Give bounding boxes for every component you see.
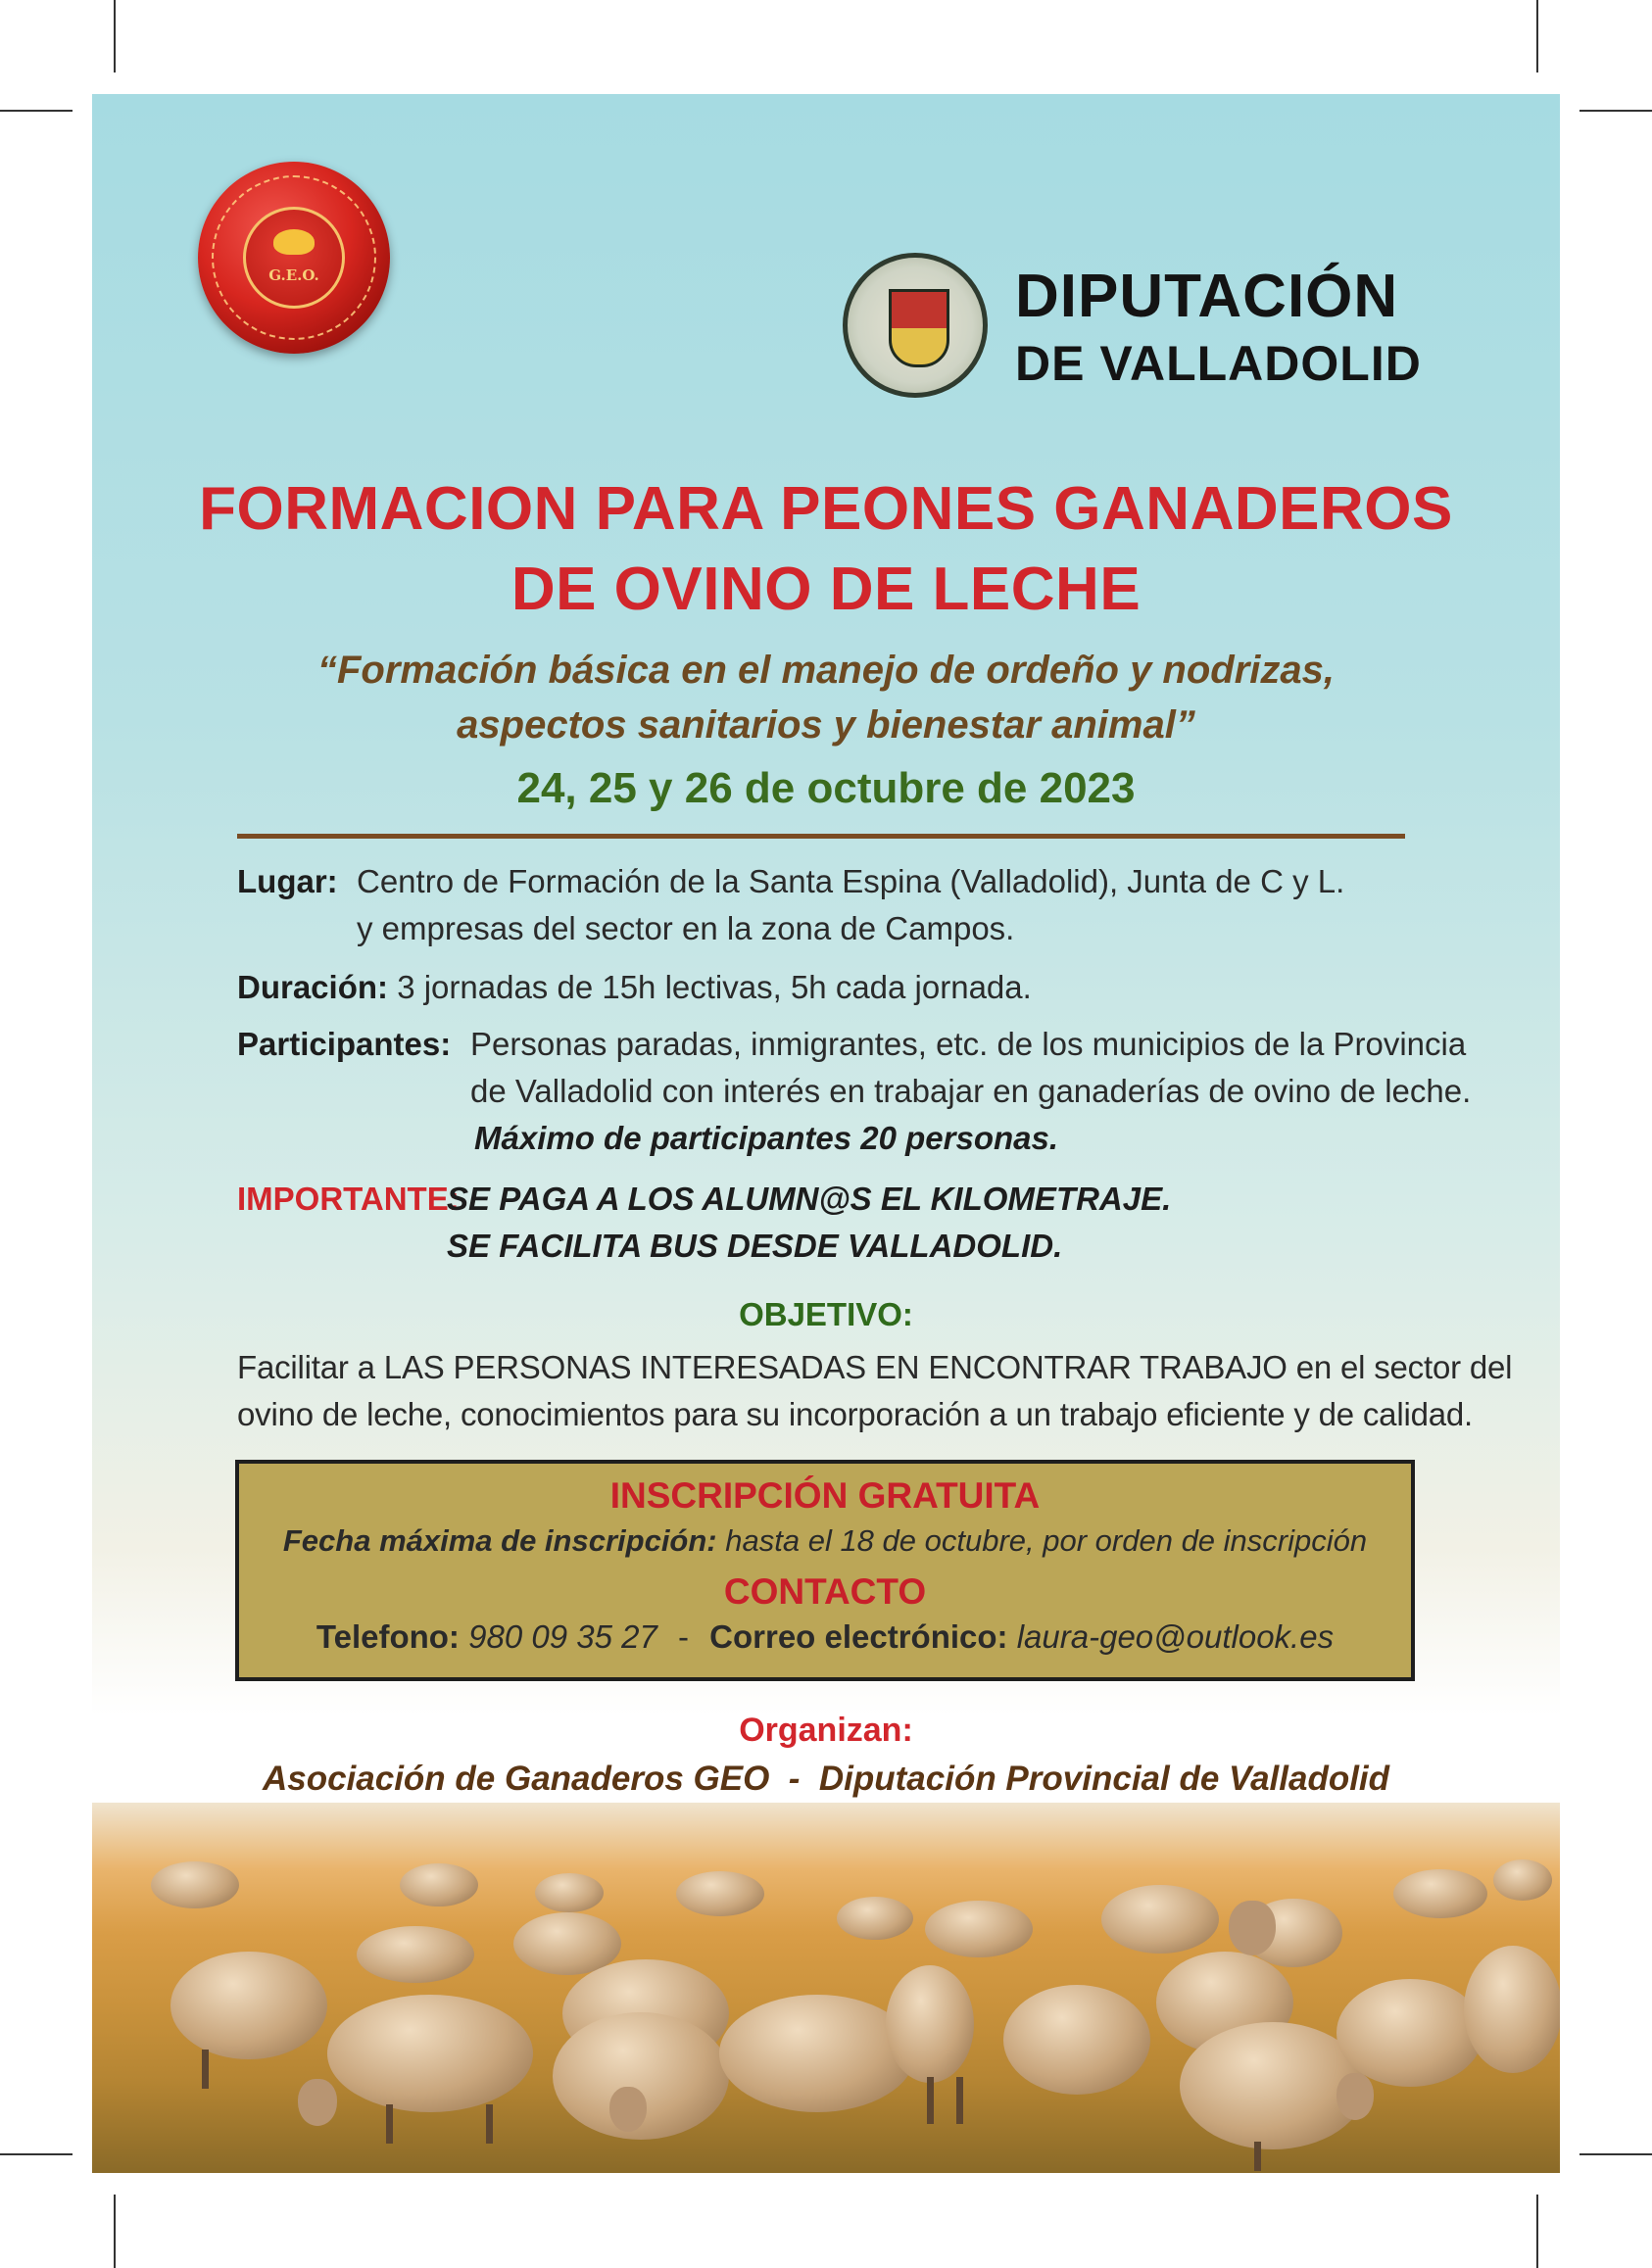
importante-line2: SE FACILITA BUS DESDE VALLADOLID. [447,1228,1063,1264]
sheep [1393,1869,1487,1918]
lugar-row [237,858,338,905]
registration-deadline [239,1519,1411,1564]
sheep [327,1995,533,2112]
registration-heading: INSCRIPCIÓN GRATUITA [609,1475,1041,1516]
lugar-line1: Centro de Formación de la Santa Espina (Valladolid), Junta de C y L. [357,863,1345,899]
sheep-head [1336,2073,1374,2120]
sheep [151,1861,239,1908]
page-title-line2: DE OVINO DE LECHE [510,555,1142,623]
participantes-max: Máximo de participantes 20 personas. [474,1120,1059,1156]
sheep-leg [202,2050,209,2089]
sheep [1336,1979,1483,2087]
contact-separator: - [677,1618,689,1655]
participantes-label: Participantes: [237,1026,452,1062]
crop-mark [0,2153,73,2155]
objetivo-line2: ovino de leche, conocimientos para su incorporación a un trabajo eficiente y de calidad. [237,1396,1474,1432]
sheep-leg [386,2104,393,2144]
seal-center [243,207,345,309]
subtitle-line2: aspectos sanitarios y bienestar animal” [457,703,1195,747]
crop-mark [0,110,73,112]
sheep [676,1871,764,1916]
org-name-line1: DIPUTACIÓN [1015,263,1399,330]
coat-of-arms-icon [889,289,949,367]
diputacion-wordmark [1015,263,1422,391]
sheep-leg [956,2077,963,2124]
crop-mark [1579,110,1652,112]
organizers-heading: Organizan: [739,1712,913,1749]
sheep [1003,1985,1150,2095]
sheep [925,1901,1033,1957]
sheep [400,1863,478,1906]
email-link[interactable]: laura-geo@outlook.es [1016,1618,1335,1655]
phone-label: Telefono: [316,1618,460,1655]
importante-line1: SE PAGA A LOS ALUMN@S EL KILOMETRAJE. [447,1181,1172,1217]
sheep [1101,1885,1219,1954]
page-title-line1: FORMACION PARA PEONES GANADEROS [199,475,1453,543]
sheep [170,1952,327,2059]
sheep [837,1897,913,1940]
crop-mark [1536,0,1538,72]
deadline-label: Fecha máxima de inscripción: [282,1523,717,1558]
sheep [886,1965,974,2083]
objetivo-heading: OBJETIVO: [739,1296,913,1332]
diputacion-shield-logo [843,253,988,398]
geo-seal-logo [198,162,390,354]
objetivo-line1: Facilitar a LAS PERSONAS INTERESADAS EN ENCONTRAR TRABAJO en el sector del [237,1349,1513,1385]
participantes-line1: Personas paradas, inmigrantes, etc. de los municipios de la Provincia [470,1026,1467,1062]
importante-row [237,1176,460,1223]
organizers-names: Asociación de Ganaderos GEO - Diputación Provincial de Valladolid [262,1760,1390,1798]
duracion-label: Duración: [237,969,389,1005]
lugar-line2: y empresas del sector en la zona de Campos. [357,910,1015,946]
contact-heading: CONTACTO [723,1571,927,1612]
phone-value[interactable]: 980 09 35 27 [468,1618,657,1655]
lugar-label: Lugar: [237,863,338,899]
participantes-label-row [237,1021,451,1068]
sheep [1464,1946,1560,2073]
sheep-leg [927,2077,934,2124]
sheep-head [1229,1901,1276,1955]
seal-label: G.E.O. [268,266,319,284]
duracion-value: 3 jornadas de 15h lectivas, 5h cada jornada. [397,969,1032,1005]
sheep [357,1926,474,1983]
participantes-line2: de Valladolid con interés en trabajar en ganaderías de ovino de leche. [470,1073,1472,1109]
sheep-head [298,2079,337,2126]
crop-mark [1536,2195,1538,2268]
registration-box [235,1460,1415,1681]
sheep-head [609,2087,647,2132]
sheep-icon [273,229,315,255]
duracion-row [237,964,1032,1011]
crop-mark [114,0,116,72]
importante-label: IMPORTANTE: [237,1181,460,1217]
sheep-leg [1254,2142,1261,2171]
sheep-field-photo [92,1803,1560,2173]
divider [237,834,1405,839]
crop-mark [114,2195,116,2268]
course-dates: 24, 25 y 26 de octubre de 2023 [516,764,1136,812]
subtitle-line1: “Formación básica en el manejo de ordeño y nodrizas, [316,649,1336,692]
sheep-leg [486,2104,493,2144]
deadline-value: hasta el 18 de octubre, por orden de inscripción [725,1523,1368,1558]
sheep [1493,1859,1552,1901]
crop-mark [1579,2153,1652,2155]
email-label: Correo electrónico: [709,1618,1008,1655]
org-name-line2: DE VALLADOLID [1015,336,1422,391]
sheep [535,1873,604,1912]
contact-line [239,1615,1411,1660]
